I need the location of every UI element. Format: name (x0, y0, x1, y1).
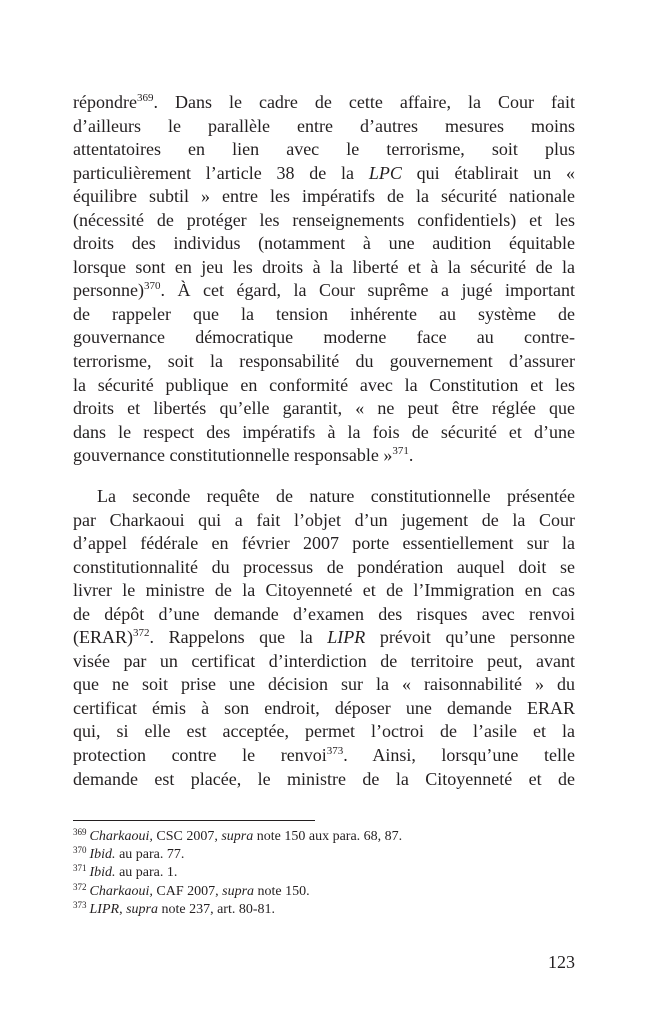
footnote (73, 846, 402, 864)
text-line (73, 744, 575, 768)
text-run: de dépôt d’une demande d’examen des risques avec renvoi (73, 603, 575, 624)
text-run: terrorisme, soit la responsabilité du gouvernement d’assurer (73, 351, 575, 372)
footnote-ref: 372 (73, 881, 87, 892)
text-run: . Dans le cadre de cette affaire, la Cour fait (153, 92, 575, 112)
text-run: note 237, art. 80-81. (157, 901, 275, 917)
text-line (73, 350, 575, 374)
text-run: au para. 1. (115, 865, 178, 881)
footnotes (73, 828, 402, 919)
text-run: visée par un certificat d’interdiction de territoire peut, avant (73, 650, 575, 671)
text-run: . Rappelons que la (149, 627, 328, 648)
text-run: au para. 77. (115, 847, 185, 863)
text-run: droits des individus (notamment à une audition équitable (73, 233, 575, 254)
footnote-ref: 373 (326, 745, 344, 758)
text-run: (ERAR) (73, 627, 133, 648)
italic-text: supra (221, 829, 254, 844)
text-line (73, 115, 575, 139)
footnote (73, 883, 402, 901)
text-line (73, 650, 575, 674)
text-line (73, 397, 575, 421)
text-line (73, 444, 575, 468)
footnote-ref: 370 (143, 280, 161, 293)
text-run: personne) (73, 280, 144, 301)
italic-text: Ibid. (89, 865, 116, 881)
page-number: 123 (548, 952, 575, 972)
text-run: certificat émis à son endroit, déposer une demande ERAR (73, 697, 575, 718)
text-run: , (119, 901, 127, 917)
text-line (73, 720, 575, 744)
text-run: note 150. (254, 883, 310, 899)
text-line (73, 138, 575, 162)
text-line (73, 279, 575, 303)
text-line (73, 256, 575, 280)
text-run: protection contre le renvoi (73, 745, 327, 766)
footnote-ref: 373 (73, 899, 87, 910)
text-run: La seconde requête de nature constitutionnelle présentée (97, 486, 575, 506)
text-line (73, 509, 575, 533)
text-line (73, 162, 575, 186)
text-line (73, 485, 575, 509)
text-run: attentatoires en lien avec le terrorisme, soit plus (73, 139, 575, 160)
text-run: . À cet égard, la Cour suprême a jugé important (160, 280, 575, 301)
text-run: livrer le ministre de la Citoyenneté et de l’Immigration en cas (73, 580, 575, 601)
text-run: . (408, 445, 414, 466)
text-run: constitutionnalité du processus de pondération auquel doit se (73, 556, 575, 577)
paragraph-1 (73, 91, 575, 468)
footnote (73, 828, 402, 846)
text-line (73, 532, 575, 556)
footnote-ref: 369 (73, 827, 87, 837)
text-run: gouvernance démocratique moderne face au contre- (73, 327, 575, 348)
text-run: équilibre subtil » entre les impératifs de la sécurité nationale (73, 186, 575, 207)
text-line (73, 374, 575, 398)
italic-text: LIPR (89, 901, 120, 917)
text-line (73, 326, 575, 350)
text-line (73, 185, 575, 209)
footnote-separator (73, 820, 315, 821)
text-line (73, 697, 575, 721)
italic-text: LPC (368, 162, 402, 183)
text-line (73, 232, 575, 256)
footnote-ref: 371 (73, 863, 87, 874)
text-run: d’ailleurs le parallèle entre d’autres mesures moins (73, 115, 575, 136)
text-line (73, 421, 575, 445)
footnote (73, 901, 402, 919)
text-run: gouvernance constitutionnelle responsable » (73, 445, 393, 466)
text-run: droits et libertés qu’elle garantit, « ne peut être réglée que (73, 398, 575, 419)
text-line (73, 626, 575, 650)
italic-text: Charkaoui, (89, 883, 153, 899)
text-line (73, 603, 575, 627)
footnote-ref: 369 (136, 92, 154, 104)
text-run: . Ainsi, lorsqu’une telle (343, 745, 575, 766)
text-line (73, 303, 575, 327)
footnote-ref: 371 (392, 445, 409, 458)
text-run: prévoit qu’une personne (365, 627, 575, 648)
text-run: d’appel fédérale en février 2007 porte essentiellement sur la (73, 533, 575, 554)
italic-text: Charkaoui, (89, 829, 153, 844)
italic-text: supra (126, 901, 158, 917)
footnote (73, 864, 402, 882)
text-line (73, 579, 575, 603)
text-line (73, 768, 575, 792)
text-run: particulièrement l’article 38 de la (73, 162, 369, 183)
text-run: CAF 2007, (152, 883, 223, 899)
text-line (73, 673, 575, 697)
footnote-ref: 370 (73, 845, 87, 856)
italic-text: LIPR (327, 627, 366, 648)
text-run: la sécurité publique en conformité avec la Constitution et les (73, 374, 575, 395)
text-run: par Charkaoui qui a fait l’objet d’un jugement de la Cour (73, 509, 575, 530)
text-run: que ne soit prise une décision sur la « raisonnabilité » du (73, 674, 575, 695)
italic-text: Ibid. (89, 847, 116, 863)
paragraph-2 (73, 485, 575, 791)
italic-text: supra (222, 883, 255, 899)
footnote-ref: 372 (133, 627, 150, 640)
text-run: CSC 2007, (152, 829, 222, 844)
text-run: qui, si elle est acceptée, permet l’octroi de l’asile et la (73, 721, 575, 742)
text-run: qui établirait un « (401, 162, 575, 183)
text-run: dans le respect des impératifs à la fois de sécurité et d’une (73, 421, 575, 442)
text-line (73, 91, 575, 115)
text-run: lorsque sont en jeu les droits à la liberté et à la sécurité de la (73, 256, 575, 277)
text-line (73, 209, 575, 233)
text-run: demande est placée, le ministre de la Citoyenneté et de (73, 768, 575, 789)
text-run: répondre (73, 92, 137, 112)
text-run: de rappeler que la tension inhérente au système de (73, 303, 575, 324)
text-line (73, 556, 575, 580)
text-run: note 150 aux para. 68, 87. (253, 829, 403, 844)
text-run: (nécessité de protéger les renseignements confidentiels) et les (73, 209, 575, 230)
